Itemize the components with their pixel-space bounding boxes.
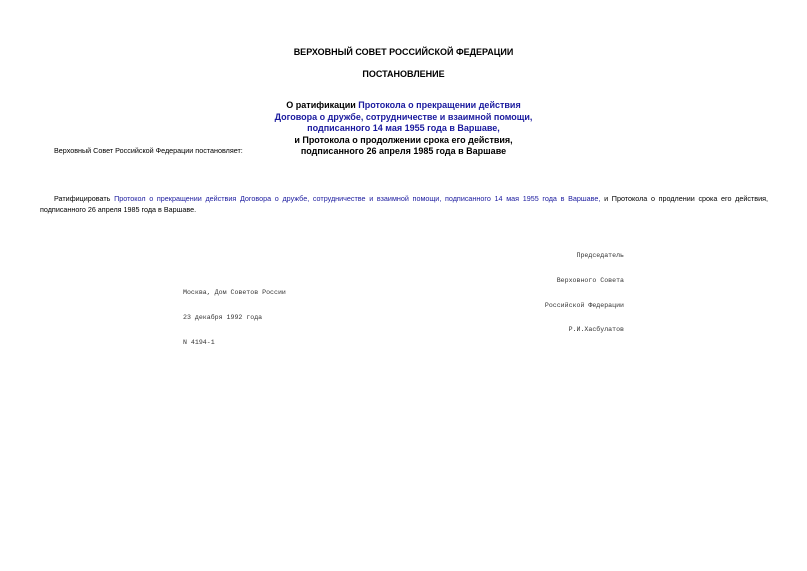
title-line-1 [0, 100, 807, 112]
issuer-heading: ВЕРХОВНЫЙ СОВЕТ РОССИЙСКОЙ ФЕДЕРАЦИИ [293, 47, 514, 57]
signature-line: Российской Федерации [544, 301, 624, 309]
title-line-5: подписанного 26 апреля 1985 года в Варшаве [300, 146, 507, 156]
signature-block [545, 236, 624, 351]
date-line: 23 декабря 1992 года [183, 314, 263, 322]
ratify-suffix: и Протокола о продлении срока его действия, подписанного 26 апреля 1985 года в Варшаве. [40, 194, 768, 214]
place-line: Москва, Дом Советов России [183, 289, 286, 297]
intro-paragraph: Верховный Совет Российской Федерации постановляет: [54, 146, 243, 155]
title-link-treaty[interactable]: Договора о дружбе, сотрудничестве и взаимной помощи, [274, 111, 533, 122]
title-link-protocol[interactable]: Протокола о прекращении действия [358, 100, 521, 110]
title-line-4: и Протокола о продолжении срока его действия, [294, 134, 513, 145]
ratify-prefix: Ратифицировать [54, 194, 115, 203]
title-link-signed[interactable]: подписанного 14 мая 1955 года в Варшаве, [307, 123, 500, 133]
title-prefix: О ратификации [286, 100, 359, 110]
document-type-heading: ПОСТАНОВЛЕНИЕ [362, 69, 445, 79]
signature-line: Председатель [576, 252, 624, 260]
signature-name: Р.И.Хасбулатов [568, 326, 624, 334]
place-date-block [183, 273, 286, 363]
ratify-protocol-link[interactable]: Протокол о прекращении действия Договора о дружбе, сотрудничестве и взаимной помощи, подписанного 14 мая 1955 года в Варшаве, [114, 194, 601, 203]
ratify-paragraph [40, 193, 768, 215]
document-number: N 4194-1 [183, 338, 215, 346]
signature-line: Верховного Совета [556, 277, 624, 285]
